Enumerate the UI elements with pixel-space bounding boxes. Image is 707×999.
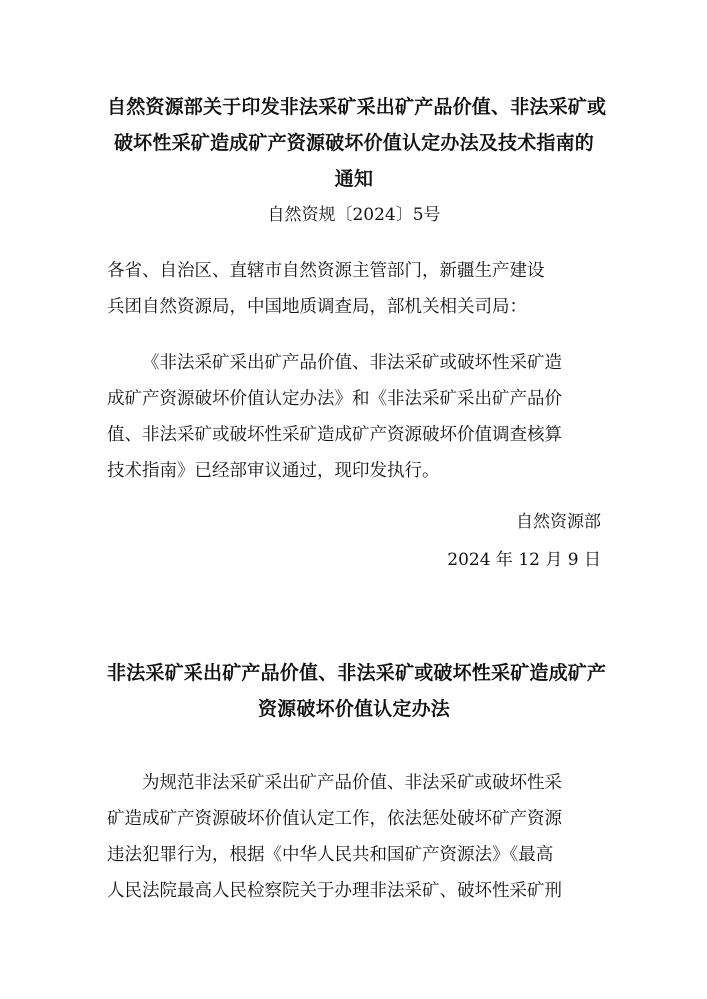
measures-body-line: 为规范非法采矿采出矿产品价值、非法采矿或破坏性采 <box>142 773 562 793</box>
recipients-line: 兵团自然资源局，中国地质调查局，部机关相关司局： <box>107 297 527 317</box>
recipients <box>107 253 601 325</box>
notice-body-line: 值、非法采矿或破坏性采矿造成矿产资源破坏价值调查核算 <box>107 425 562 445</box>
notice-title-line: 破坏性采矿造成矿产资源破坏价值认定办法及技术指南的 <box>113 132 594 154</box>
measures-body-line: 人民法院最高人民检察院关于办理非法采矿、破坏性采矿刑 <box>107 881 562 901</box>
notice-body-line: 成矿产资源破坏价值认定办法》和《非法采矿采出矿产品价 <box>107 389 562 409</box>
measures-title <box>107 655 607 727</box>
issue-date: 2024 年 12 月 9 日 <box>447 550 601 570</box>
notice-body-line: 《非法采矿采出矿产品价值、非法采矿或破坏性采矿造 <box>142 353 562 373</box>
measures-title-line: 资源破坏价值认定办法 <box>257 698 450 720</box>
notice-title-line: 通知 <box>334 168 374 190</box>
recipients-line: 各省、自治区、直辖市自然资源主管部门，新疆生产建设 <box>107 261 545 281</box>
measures-body-line: 矿造成矿产资源破坏价值认定工作，依法惩处破坏矿产资源 <box>107 809 562 829</box>
measures-body <box>107 765 601 909</box>
signature: 自然资源部 <box>516 512 601 532</box>
doc-number: 自然资规〔2024〕5号 <box>267 205 441 225</box>
notice-body-line: 技术指南》已经部审议通过，现印发执行。 <box>107 461 440 481</box>
notice-title <box>107 89 607 197</box>
measures-title-line: 非法采矿采出矿产品价值、非法采矿或破坏性采矿造成矿产 <box>107 662 607 684</box>
notice-title-line: 自然资源部关于印发非法采矿采出矿产品价值、非法采矿或 <box>107 96 607 118</box>
measures-body-line: 违法犯罪行为，根据《中华人民共和国矿产资源法》《最高 <box>107 845 554 865</box>
notice-body <box>107 345 601 489</box>
